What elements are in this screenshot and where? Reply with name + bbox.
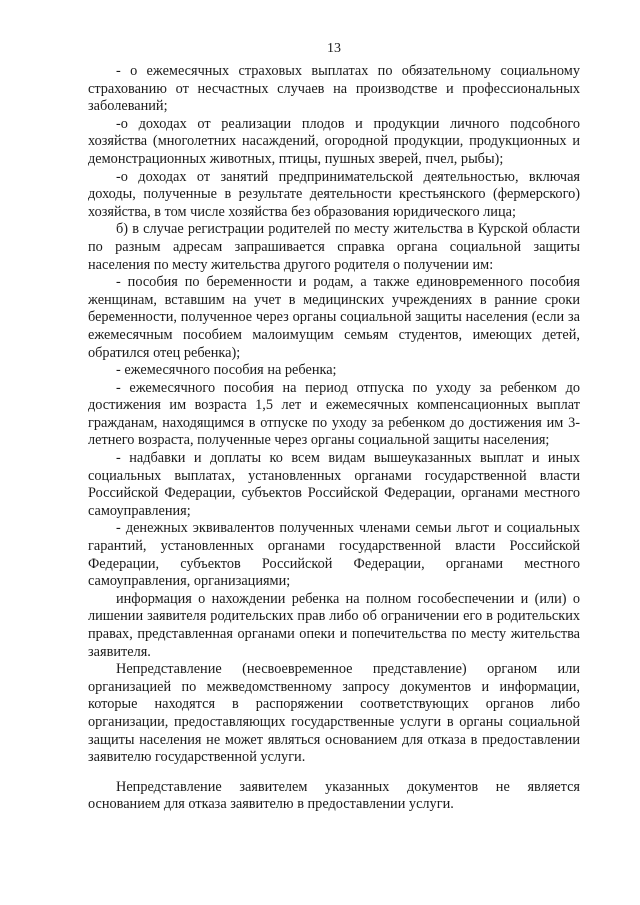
paragraph-guardianship-info: информация о нахождении ребенка на полном гособеспечении и (или) о лишении заявителя родительских прав либо об ограничении его в родительских правах, представленная органами опеки и попечительства по месту жительства заявителя. xyxy=(88,590,580,660)
paragraph-interagency-nonsubmission: Непредставление (несвоевременное представление) органом или организацией по межведомственному запросу документов и информации, которые находятся в распоряжении соответствующих органов либо организации, предоставляющих государственные услуги в органы социальной защиты населения не может являться основанием для отказа в предоставлении заявителю государственной услуги. xyxy=(88,661,580,766)
paragraph-allowances: - надбавки и доплаты ко всем видам вышеуказанных выплат и иных социальных выплатах, установленных органами государственной власти Российской Федерации, субъектов Российской Федерации, органами местного самоуправления; xyxy=(88,450,580,519)
paragraph-parents-registration: б) в случае регистрации родителей по месту жительства в Курской области по разным адресам запрашивается справка органа социальной защиты населения по месту жительства другого родителя о получении им: xyxy=(88,221,580,273)
paragraph-applicant-nonsubmission: Непредставление заявителем указанных документов не является основанием для отказа заявителю в предоставлении услуги. xyxy=(88,778,580,813)
paragraph-childcare-leave-benefit: - ежемесячного пособия на период отпуска по уходу за ребенком до достижения им возраста 1,5 лет и ежемесячных компенсационных выплат гражданам, находящимся в отпуске по уходу за ребенком до достижения им 3-летнего возраста, полученные через органы социальной защиты населения; xyxy=(88,379,580,449)
paragraph-child-benefit: - ежемесячного пособия на ребенка; xyxy=(116,362,337,379)
paragraph-business-income: -о доходах от занятий предпринимательской деятельностью, включая доходы, полученные в результате деятельности крестьянского (фермерского) хозяйства, в том числе хозяйства без образования юридического лица; xyxy=(88,168,580,220)
paragraph-maternity-benefit: - пособия по беременности и родам, а также единовременного пособия женщинам, вставшим на учет в медицинских учреждениях в ранние сроки беременности, полученное через органы социальной защиты населения (если за ежемесячным пособием малоимущим семьям студентов, имеющих детей, обратился отец ребенка); xyxy=(88,274,580,361)
page-number: 13 xyxy=(327,41,341,56)
paragraph-insurance-payments: - о ежемесячных страховых выплатах по обязательному социальному страхованию от несчастных случаев на производстве и профессиональных заболеваний; xyxy=(88,63,580,115)
paragraph-monetary-equivalents: - денежных эквивалентов полученных членами семьи льгот и социальных гарантий, установленных органами государственной власти Российской Федерации, субъектов Российской Федерации, органами местного самоуправления, организациями; xyxy=(88,520,580,590)
paragraph-subsidiary-farm-income: -о доходах от реализации плодов и продукции личного подсобного хозяйства (многолетних насаждений, огородной продукции, продукционных и демонстрационных животных, птицы, пушных зверей, пчел, рыбы); xyxy=(88,115,580,167)
